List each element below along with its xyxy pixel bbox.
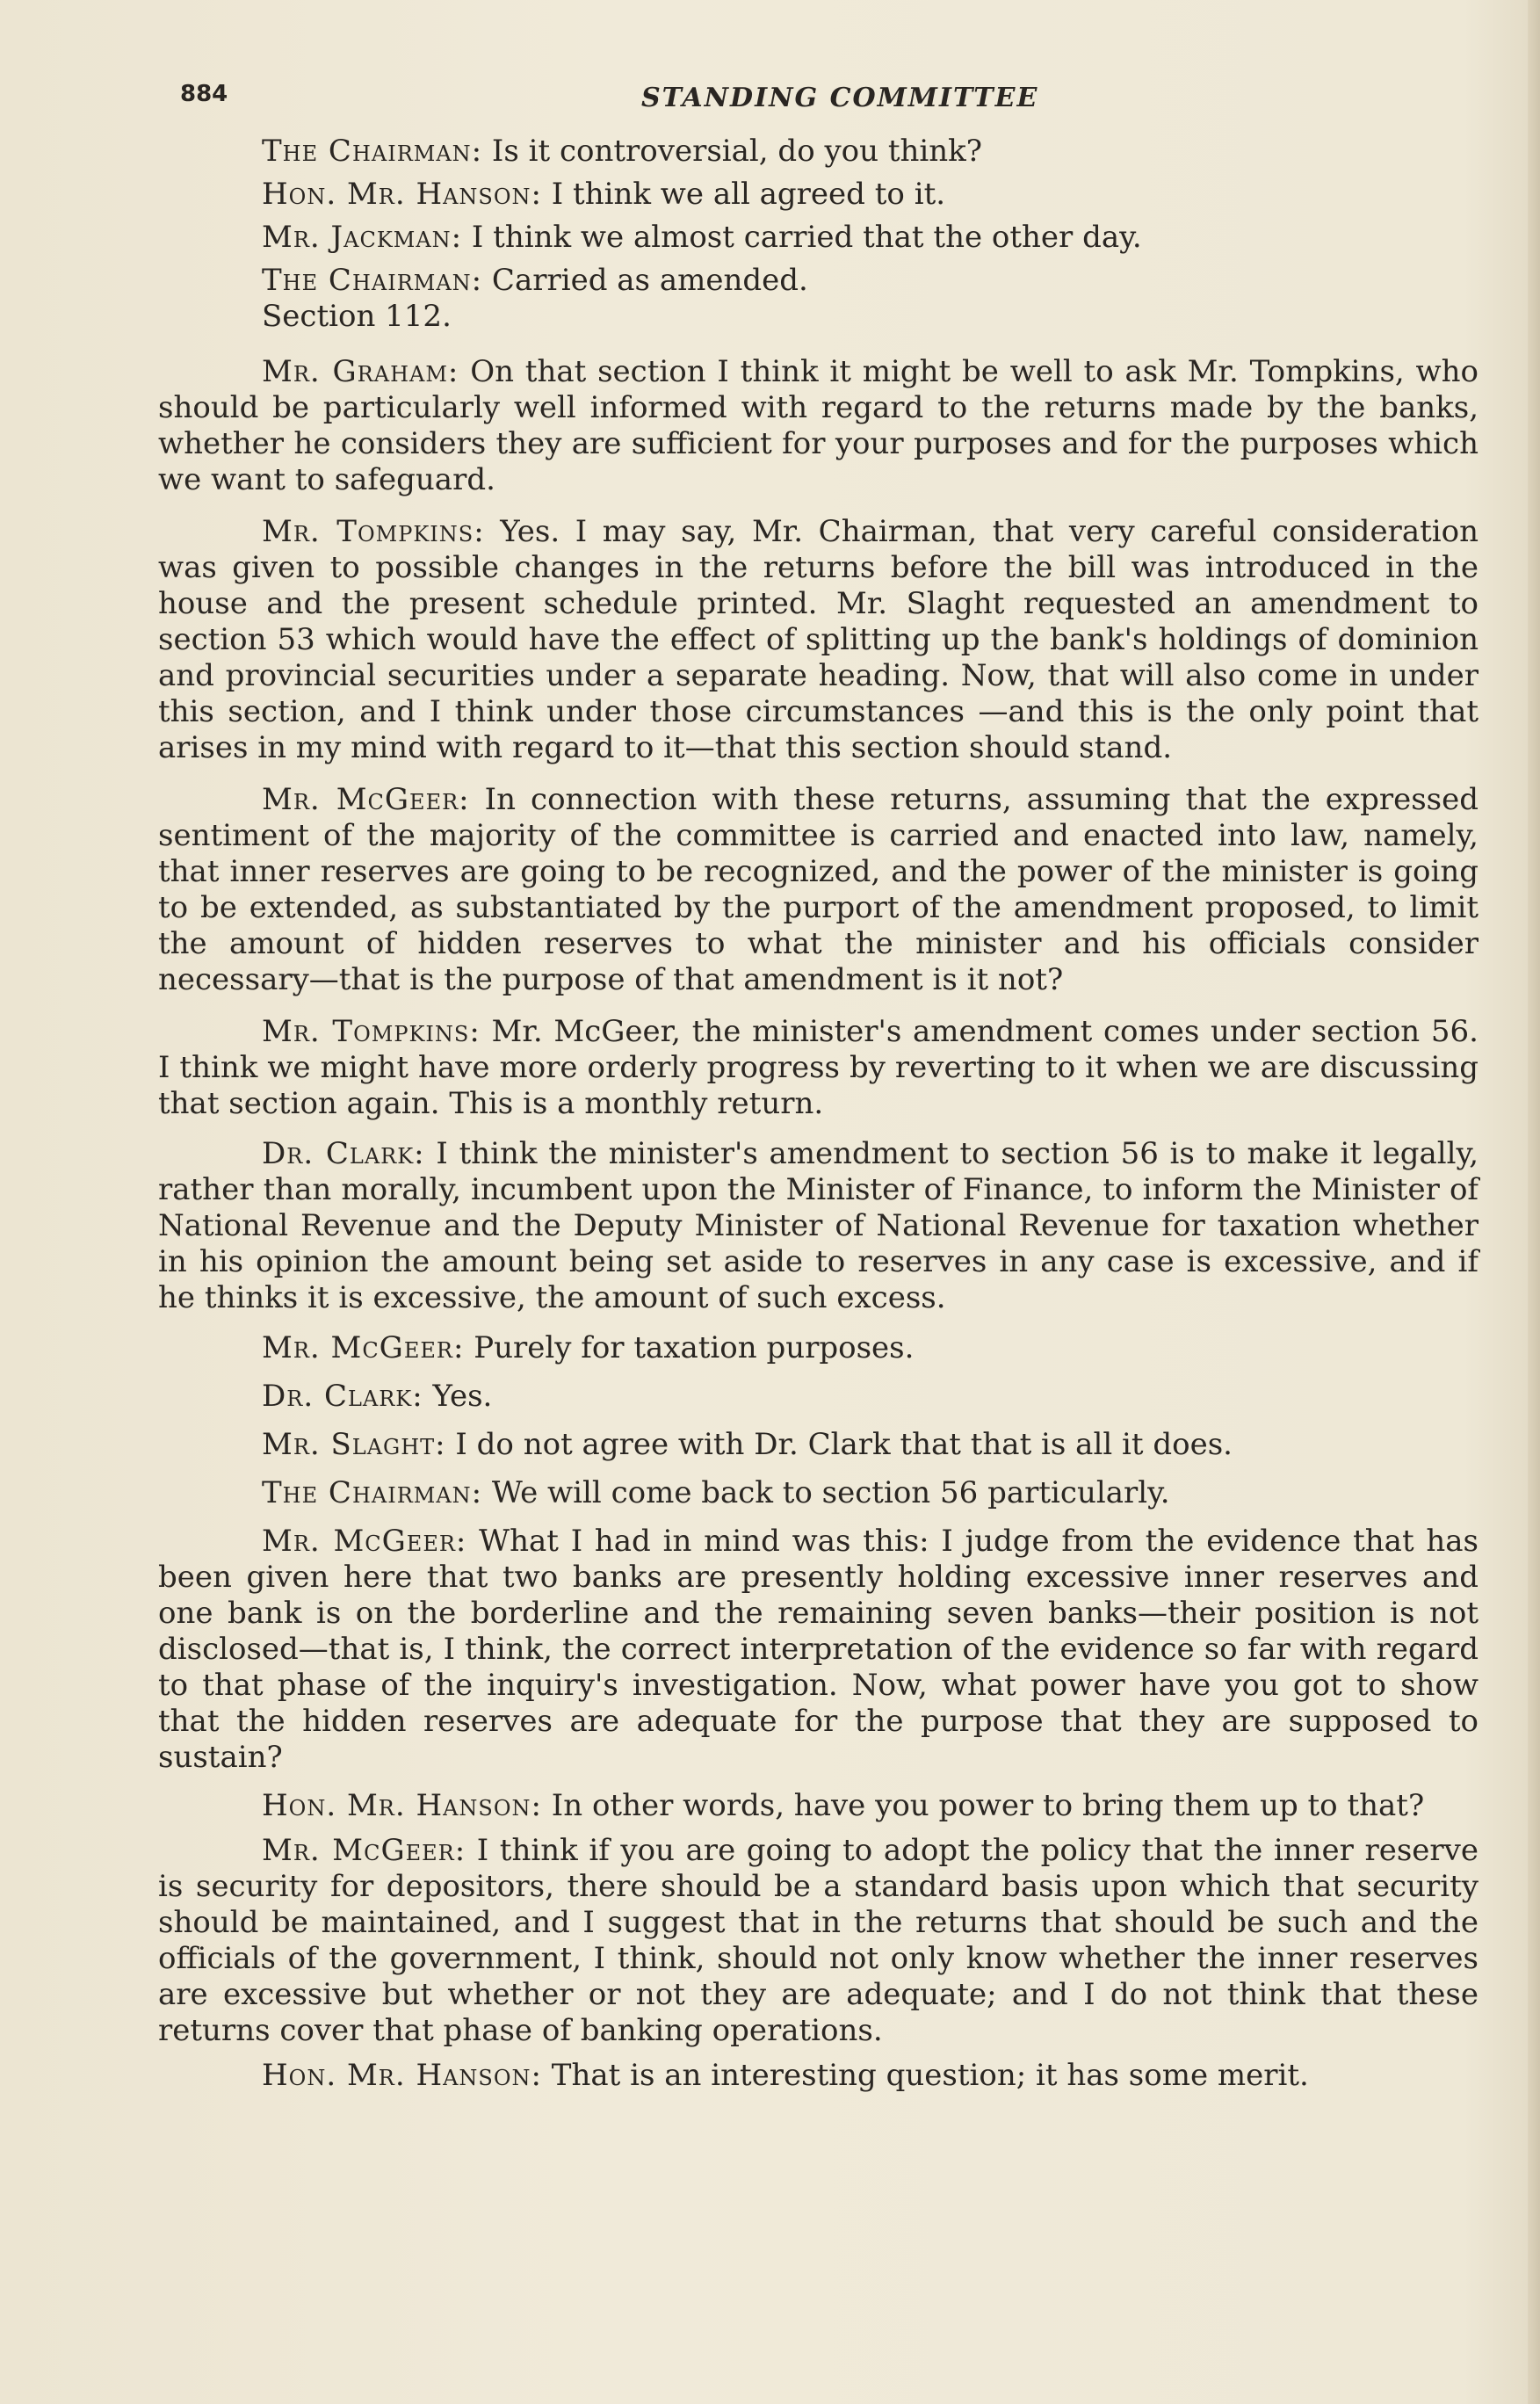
paragraph: [158, 220, 1479, 256]
section-heading: [158, 299, 1479, 335]
paragraph: [158, 1014, 1479, 1122]
speaker: Hon. Mr. Hanson:: [262, 1788, 542, 1823]
statement: On that section I think it might be well to ask Mr. Tompkins, who should be particularly well informed with regard to the returns made by the banks, whether he considers they are sufficient for your purposes and for the purposes which we want to safeguard.: [158, 354, 1479, 497]
speaker: The Chairman:: [262, 134, 483, 169]
statement: Mr. McGeer, the minister's amendment comes under section 56. I think we might have more orderly progress by reverting to it when we are discussing that section again. This is a monthly return.: [158, 1014, 1479, 1121]
speaker: Dr. Clark:: [262, 1136, 425, 1171]
paragraph: [158, 1379, 1479, 1415]
page-number: 884: [180, 81, 228, 107]
statement: I think we all agreed to it.: [542, 177, 946, 212]
speaker: Mr. Jackman:: [262, 220, 463, 255]
paragraph: [158, 1788, 1479, 1824]
speaker: Mr. Tompkins:: [262, 1014, 481, 1049]
paragraph: [158, 177, 1479, 213]
transcript-body: [158, 134, 1479, 2101]
statement: We will come back to section 56 particularly.: [482, 1475, 1170, 1510]
speaker: Dr. Clark:: [262, 1379, 423, 1414]
paragraph: [158, 354, 1479, 498]
speaker: The Chairman:: [262, 263, 483, 298]
statement: In connection with these returns, assuming that the expressed sentiment of the majority of the committee is carried and enacted into law, namely, that inner reserves are going to be recognized, and the power of the minister is going to be extended, as substantiated by the purport of the amendment proposed, to limit the amount of hidden reserves to what the minister and his officials consider necessary—that is the purpose of that amendment is it not?: [158, 782, 1479, 997]
statement: What I had in mind was this: I judge from the evidence that has been given here that two banks are presently holding excessive inner reserves and one bank is on the borderline and the remaining seven banks—their position is not disclosed—that is, I think, the correct interpretation of the evidence so far with regard to that phase of the inquiry's investigation. Now, what power have you got to show that the hidden reserves are adequate for the purpose that they are supposed to sustain?: [158, 1524, 1479, 1775]
statement: Is it controversial, do you think?: [482, 134, 983, 169]
running-title: STANDING COMMITTEE: [641, 83, 1039, 113]
paragraph: [158, 1524, 1479, 1776]
speaker: Hon. Mr. Hanson:: [262, 2058, 542, 2093]
paragraph: [158, 2058, 1479, 2094]
statement: Yes. I may say, Mr. Chairman, that very careful consideration was given to possible changes in the returns before the bill was introduced in the house and the present schedule printed. Mr. Slaght requested an amendment to section 53 which would have the effect of splitting up the bank's holdings of dominion and provincial securities under a separate heading. Now, that will also come in under this section, and I think under those circumstances —and this is the only point that arises in my mind with regard to it—that this section should stand.: [158, 514, 1479, 765]
speaker: The Chairman:: [262, 1475, 483, 1510]
speaker: Mr. Slaght:: [262, 1427, 446, 1462]
statement: Section 112.: [262, 299, 452, 334]
statement: In other words, have you power to bring them up to that?: [542, 1788, 1425, 1823]
paragraph: [158, 263, 1479, 299]
paragraph: [158, 782, 1479, 998]
paragraph: [158, 1475, 1479, 1511]
statement: Carried as amended.: [482, 263, 808, 298]
speaker: Mr. Graham:: [262, 354, 459, 389]
statement: I think the minister's amendment to section 56 is to make it legally, rather than morally, incumbent upon the Minister of Finance, to inform the Minister of National Revenue and the Deputy Minister of National Revenue for taxation whether in his opinion the amount being set aside to reserves in any case is excessive, and if he thinks it is excessive, the amount of such excess.: [158, 1136, 1479, 1315]
speaker: Mr. McGeer:: [262, 1330, 465, 1365]
speaker: Mr. Tompkins:: [262, 514, 485, 549]
paragraph: [158, 1427, 1479, 1463]
page-edge: [1528, 0, 1540, 2404]
speaker: Mr. McGeer:: [262, 1524, 467, 1559]
paragraph: [158, 134, 1479, 170]
speaker: Hon. Mr. Hanson:: [262, 177, 542, 212]
paragraph: [158, 1136, 1479, 1316]
statement: I do not agree with Dr. Clark that that is all it does.: [445, 1427, 1233, 1462]
statement: That is an interesting question; it has some merit.: [542, 2058, 1309, 2093]
speaker: Mr. McGeer:: [262, 1833, 466, 1868]
paragraph: [158, 1330, 1479, 1366]
statement: I think if you are going to adopt the policy that the inner reserve is security for depositors, there should be a standard basis upon which that security should be maintained, and I suggest that in the returns that should be such and the officials of the government, I think, should not only know whether the inner reserves are excessive but whether or not they are adequate; and I do not think that these returns cover that phase of banking operations.: [158, 1833, 1479, 2048]
statement: I think we almost carried that the other day.: [462, 220, 1142, 255]
speaker: Mr. McGeer:: [262, 782, 470, 817]
paragraph: [158, 514, 1479, 766]
page-header: [180, 81, 1498, 134]
statement: Yes.: [423, 1379, 493, 1414]
statement: Purely for taxation purposes.: [464, 1330, 915, 1365]
paragraph: [158, 1833, 1479, 2049]
